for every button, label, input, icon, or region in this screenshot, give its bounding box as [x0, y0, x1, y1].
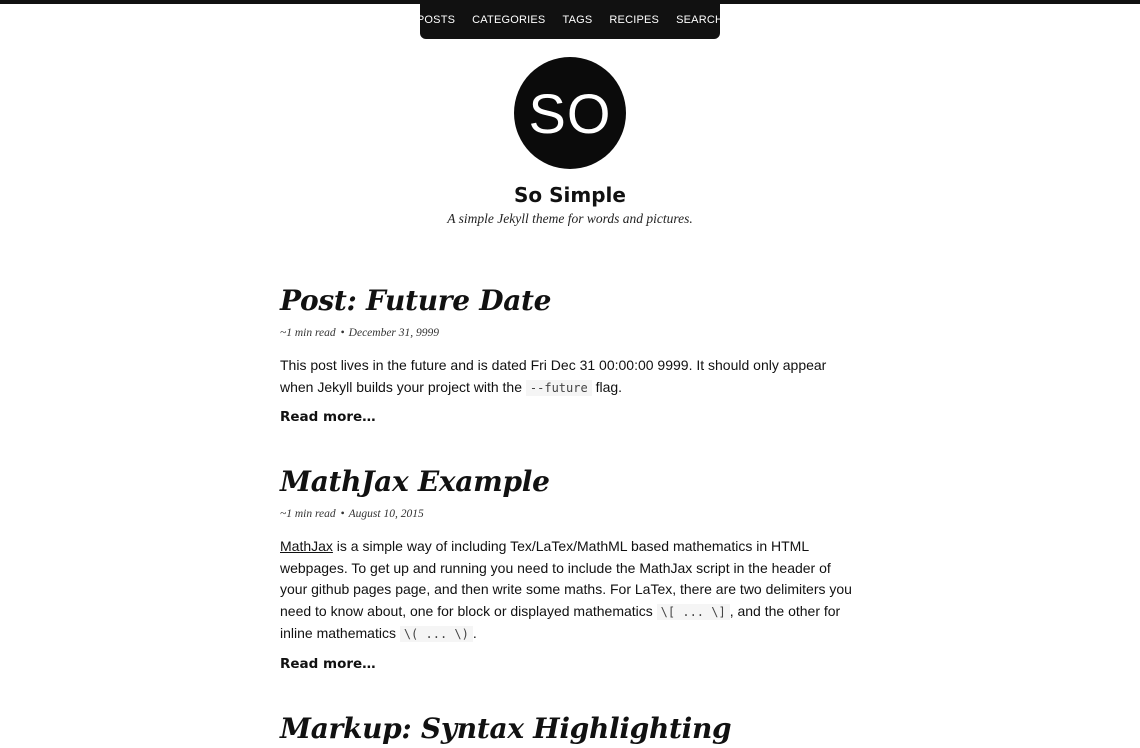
post-title[interactable]: Post: Future Date — [280, 284, 552, 317]
post-excerpt — [280, 355, 860, 399]
inline-code: \( ... \) — [400, 626, 473, 642]
excerpt-text: . — [472, 625, 477, 641]
post-meta — [280, 325, 860, 341]
excerpt-text: , and the other for inline mathematics — [280, 602, 841, 641]
nav-item-tags[interactable]: TAGS — [562, 14, 593, 26]
excerpt-text: flag. — [591, 378, 623, 395]
read-more-link[interactable]: Read more… — [280, 409, 376, 425]
post-entry — [280, 710, 860, 748]
meta-separator: • — [340, 508, 345, 520]
post-meta — [280, 506, 860, 522]
site-logo[interactable] — [514, 57, 626, 169]
inline-code: --future — [526, 380, 592, 396]
nav-item-posts[interactable]: POSTS — [416, 14, 456, 26]
nav-item-categories[interactable]: CATEGORIES — [472, 14, 546, 26]
meta-separator: • — [340, 327, 345, 339]
read-more-link[interactable]: Read more… — [280, 655, 376, 672]
post-entry — [280, 463, 860, 674]
site-description: A simple Jekyll theme for words and pictures. — [447, 211, 693, 226]
site-logo-text: SO — [528, 82, 612, 145]
inline-code: \[ ... \] — [657, 604, 730, 620]
nav-item-recipes[interactable]: RECIPES — [609, 14, 660, 26]
post-list — [280, 282, 860, 748]
excerpt-text: is a simple way of including Tex/LaTex/MathML based mathematics in HTML webpages. To get up and running you need to include the MathJax script in the header of your github pages page, and then write some maths. For LaTex, there are two delimiters you need to know about, one for block or displayed mathematics — [280, 538, 852, 619]
main-nav — [416, 2, 724, 39]
excerpt-text: This post lives in the future and is dated Fri Dec 31 00:00:00 9999. It should only appear when Jekyll builds your project with the — [280, 357, 827, 395]
nav-item-search[interactable]: SEARCH — [676, 14, 724, 26]
post-date: August 10, 2015 — [348, 508, 424, 520]
post-title[interactable]: MathJax Example — [280, 465, 550, 498]
site-title[interactable]: So Simple — [514, 183, 626, 207]
read-time: ~1 min read — [280, 327, 336, 339]
mathjax-link[interactable]: MathJax — [280, 538, 333, 554]
read-time: ~1 min read — [280, 508, 336, 520]
post-entry — [280, 282, 860, 427]
post-excerpt — [280, 536, 860, 646]
post-title[interactable]: Markup: Syntax Highlighting — [280, 711, 732, 745]
post-date: December 31, 9999 — [348, 327, 440, 339]
